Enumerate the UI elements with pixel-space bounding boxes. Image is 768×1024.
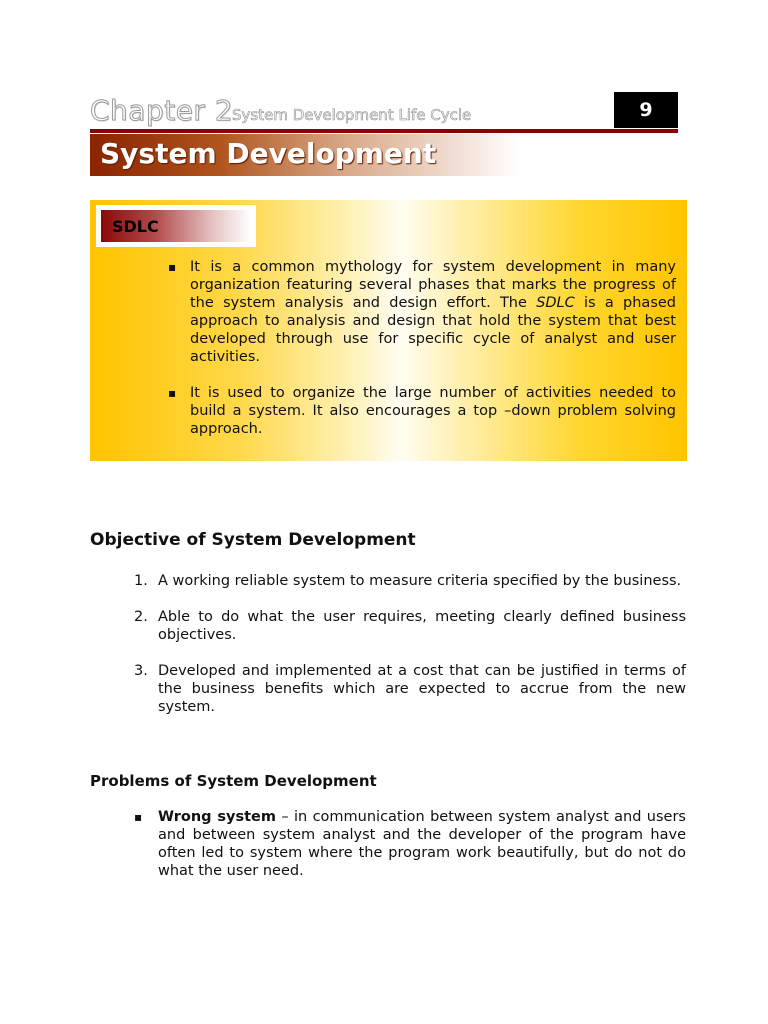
chapter-subtitle: System Development Life Cycle: [232, 106, 472, 124]
list-item: [90, 608, 686, 644]
title-banner: [90, 134, 520, 176]
sdlc-tag-frame: [96, 205, 256, 247]
objective-heading: Objective of System Development: [90, 530, 416, 550]
sdlc-p1-text-end: is a phased approach to analysis and design that hold the system that best developed through use for specific cycle of analyst and user activities.: [190, 295, 676, 365]
sdlc-tag: [101, 210, 251, 242]
list-item: [90, 572, 686, 590]
page-title: System Development: [100, 137, 437, 170]
chapter-label: Chapter 2: [90, 94, 234, 127]
list-item: [168, 258, 676, 366]
item-text: Developed and implemented at a cost that can be justified in terms of the business benefits which are expected to accrue from the new system.: [158, 663, 686, 715]
sdlc-p1-text: It is a common mythology for system development in many organization featuring several phases that marks the progress of the system analysis and design effort. The: [190, 259, 676, 311]
problems-list: [90, 808, 686, 880]
sdlc-tag-label: SDLC: [112, 217, 159, 236]
item-number: 1.: [134, 573, 148, 589]
sdlc-callout: [90, 200, 687, 461]
problem-term: Wrong system: [158, 809, 276, 825]
sdlc-bullet-list: [168, 258, 676, 456]
chapter-header: [90, 92, 678, 130]
item-text: Able to do what the user requires, meeting clearly defined business objectives.: [158, 609, 686, 643]
item-number: 3.: [134, 663, 148, 679]
sdlc-emphasis: SDLC: [536, 295, 575, 311]
item-number: 2.: [134, 609, 148, 625]
item-text: A working reliable system to measure criteria specified by the business.: [158, 573, 682, 589]
list-item: [90, 808, 686, 880]
square-bullet-icon: ▪: [168, 386, 177, 400]
square-bullet-icon: ▪: [134, 810, 143, 824]
header-divider: [90, 129, 678, 133]
list-item: [168, 384, 676, 438]
sdlc-p2-text: It is used to organize the large number of activities needed to build a system. It also encourages a top –down problem solving approach.: [190, 385, 676, 437]
list-item: [90, 662, 686, 716]
page-number-badge: 9: [614, 92, 678, 128]
square-bullet-icon: ▪: [168, 260, 177, 274]
problem-text: – in communication between system analyst and users and between system analyst and the developer of the program have often led to system where the program work beautifully, but do not do what the user need.: [158, 809, 686, 879]
objective-list: [90, 572, 686, 734]
problems-heading: Problems of System Development: [90, 772, 377, 790]
